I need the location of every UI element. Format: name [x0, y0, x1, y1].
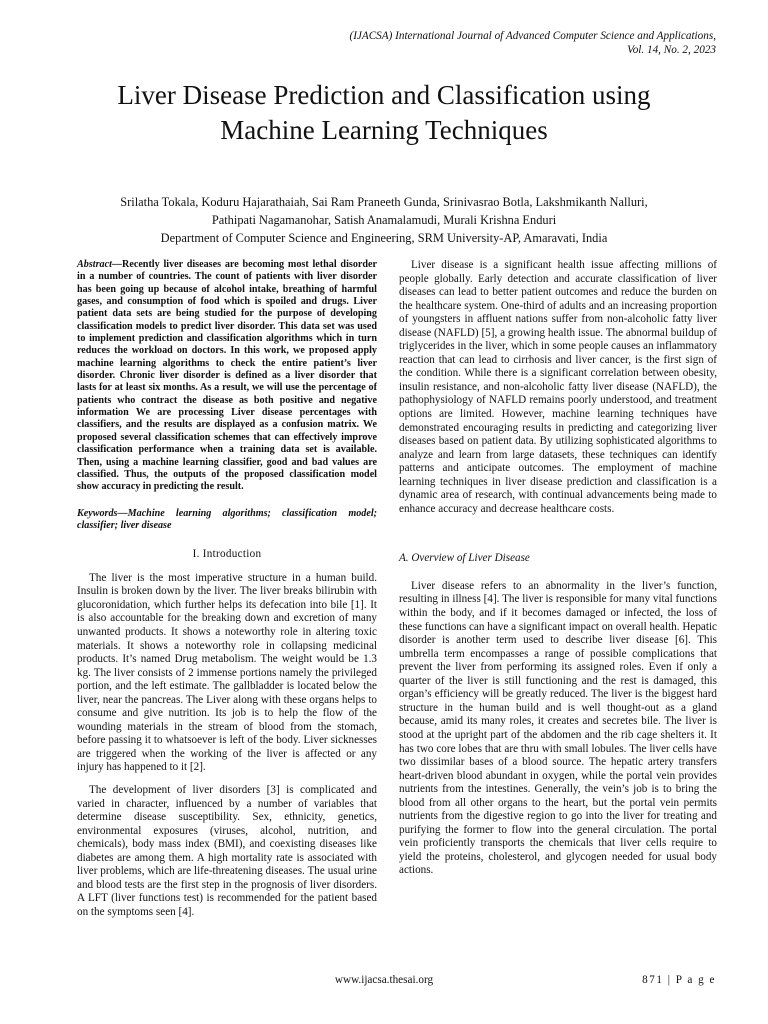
journal-name: (IJACSA) International Journal of Advanced Computer Science and Applications,: [349, 30, 716, 42]
title-line-1: Liver Disease Prediction and Classification using: [117, 80, 651, 110]
left-column: [77, 259, 377, 928]
abstract-text: Recently liver diseases are becoming most lethal disorder in a number of countries. The count of patients with liver disorder has been going up because of alcohol intake, breathing of harmful gases, and consumption of food which is spoiled and drugs. Liver patient data sets are being studied for the purpose of developing classification models to predict liver disorder. This data set was used to implement prediction and classification algorithms which in turn reduces the workload on doctors. In this work, we proposed apply machine learning algorithms to check the entire patient’s liver disorder. Chronic liver disorder is defined as a liver disorder that lasts for at least six months. As a result, we will use the percentage of patients who contract the disease as both positive and negative information We are processing Liver disease percentages with classifiers, and the results are displayed as a confusion matrix. We proposed several classification schemes that can effectively improve classification performance when a training data set is available. Then, using a machine learning classifier, good and bad values are classified. Thus, the outputs of the proposed classification model show accuracy in predicting the result.: [77, 259, 377, 493]
keywords: Keywords—Machine learning algorithms; classification model; classifier; liver disease: [77, 507, 377, 531]
abstract-label: Abstract—: [77, 259, 123, 270]
intro-paragraph-3: Liver disease is a significant health issue affecting millions of people globally. Early detection and accurate classification of liver diseases can lead to better patient outcomes and reduce the burden on the healthcare system. One-third of adults and an increasing proportion of youngsters in affluent nations suffer from non-alcoholic fatty liver disease (NAFLD) [5], a growing health issue. The abnormal buildup of triglycerides in the liver, which in some people causes an inflammatory reaction that can lead to cirrhosis and liver cancer, is the first sign of the condition. While there is a significant correlation between obesity, insulin resistance, and non-alcoholic fatty liver disease (NAFLD), the pathophysiology of NAFLD remains poorly understood, and treatment options are limited. However, machine learning techniques have demonstrated encouraging results in predicting and categorizing liver diseases based on patient data. By utilizing sophisticated algorithms to analyze and learn from large datasets, these techniques can identify patterns and anticipate outcomes. The employment of machine learning techniques in liver disease prediction and classification is a dynamic area of research, with continual advancements being made to enhance accuracy and decrease healthcare costs.: [399, 259, 717, 515]
footer-url: www.ijacsa.thesai.org: [334, 974, 434, 986]
authors-line-1: Srilatha Tokala, Koduru Hajarathaiah, Sai Ram Praneeth Gunda, Srinivasrao Botla, Lakshmikanth Nalluri,: [120, 195, 648, 209]
journal-header: [196, 29, 716, 57]
paper-title: [40, 78, 728, 148]
right-column: [399, 259, 717, 887]
abstract: [77, 259, 377, 494]
page-number: 871 | P a g e: [642, 974, 716, 986]
overview-paragraph-1: Liver disease refers to an abnormality in the liver’s function, resulting in illness [4]. The liver is responsible for many vital functions within the body, and if it becomes damaged or infected, the loss of these functions can have a significant impact on overall health. Hepatic disorder is another term used to describe liver disease [6]. This umbrella term encompasses a range of possible complications that prevent the liver from performing its assigned roles. Even if only a quarter of the liver is still functioning and the rest is damaged, this organ’s efficiency will be greatly reduced. The liver is the biggest hard structure in the human build and is well thought-out as a gland because, amid its many roles, it creates and secretes bile. The liver is stood at the upright part of the abdomen and the rib cage shelters it. It has two core lobes that are thru with small lobules. The liver cells have two dissimilar bases of a blood source. The hepatic artery transfers heart-driven blood abundant in oxygen, while the portal vein provides nutrients from the intestines. Generally, the vein’s job is to bring the blood from all other organs to the heart, but the portal vein permits nutrients from the digestive region to go into the liver for treating and purifying the former to flow into the general circulation. The portal vein proficiently transports the chemicals that liver cells require to yield the proteins, cholesterol, and glycogen needed for usual body actions.: [399, 579, 717, 877]
intro-paragraph-2: The development of liver disorders [3] is complicated and varied in character, influenced by a number of variables that determine disease susceptibility. Sex, ethnicity, genetics, environmental exposures (viruses, alcohol, nutrition, and chemicals), body mass index (BMI), and coexisting diseases like diabetes are among them. A high mortality rate is associated with liver problems, which are life-threatening diseases. The usual urine and blood tests are the first step in the prognosis of liver disorders. A LFT (liver functions test) is recommended for the patient based on the symptoms seen [4].: [77, 783, 377, 918]
journal-volume: Vol. 14, No. 2, 2023: [627, 44, 716, 56]
authors-line-2: Pathipati Nagamanohar, Satish Anamalamudi, Murali Krishna Enduri: [211, 213, 557, 227]
intro-paragraph-1: The liver is the most imperative structure in a human build. Insulin is broken down by the liver. The liver breaks bilirubin with glucoronidation, which further helps its defecation into bile [1]. It is also accountable for the breaking down and excretion of many unwanted products. It shows a noteworthy role in altering toxic materials. It shows a noteworthy role in collapsing medicinal products. It’s named Drug metabolism. The weight would be 1.3 kg. The liver consists of 2 immense portions namely the privileged portion, and the left estimate. The gallbladder is located below the liver, near the pancreas. The Liver along with these organs helps to consume and give nutrition. Its job is to help the flow of the wounding materials in the stream of blood from the stomach, before passing it to whatsoever is left of the body. Liver sicknesses are triggered when the working of the liver is affected or any injury has happened to it [2].: [77, 571, 377, 774]
subsection-heading-overview: A. Overview of Liver Disease: [399, 552, 530, 565]
title-line-2: Machine Learning Techniques: [220, 115, 548, 145]
affiliation: Department of Computer Science and Engineering, SRM University-AP, Amaravati, India: [160, 231, 608, 245]
section-heading-introduction: I. Introduction: [192, 548, 262, 561]
author-block: [40, 193, 728, 247]
